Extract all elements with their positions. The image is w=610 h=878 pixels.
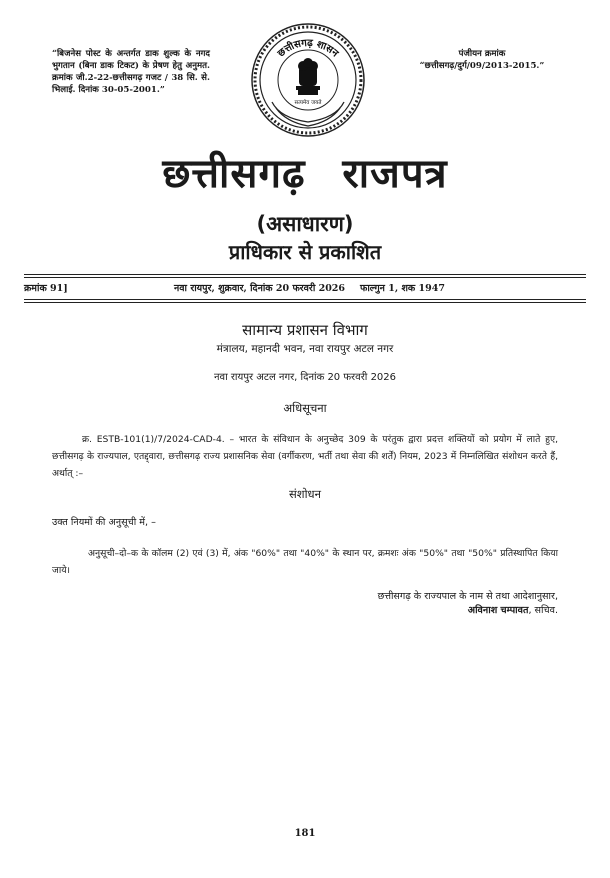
top-divider-inner [24,277,586,278]
amendment-intro: उक्त नियमों की अनुसूची में, – [52,517,156,528]
seal-top-text: छत्तीसगढ़ शासन [275,37,341,60]
bottom-divider-inner [24,302,586,303]
bottom-divider [24,299,586,300]
issue-line [24,280,586,298]
svg-text:छत्तीसगढ़ शासन [275,38,340,60]
top-divider [24,274,586,275]
issue-saka-date: फाल्गुन 1, शक 1947 [360,283,445,294]
registration-label: पंजीयन क्रमांक [458,49,506,59]
signatory [200,603,558,618]
authority-order-line: छत्तीसगढ़ के राज्यपाल के नाम से तथा आदेशानुसार, [377,591,558,602]
seal-motto: सत्यमेव जयते [294,100,322,106]
signer-title: , सचिव. [528,605,558,616]
notification-body: क्र. ESTB-101(1)/7/2024-CAD-4. – भारत के संविधान के अनुच्छेद 309 के परंतुक द्वारा प्रदत्त शक्तियों को प्रयोग में लाते हुए, छत्तीसगढ़ के राज्यपाल, एतद्द्वारा, छत्तीसगढ़ राज्य प्रशासनिक सेवा (वर्गीकरण, भर्ती तथा सेवा की शर्तें) नियम, 2023 में निम्नलिखित संशोधन करते हैं, अर्थात् :– [52,434,558,479]
signer-name: अविनाश चम्पावत [467,605,529,616]
lion-capital-icon [296,58,320,95]
department-name: सामान्य प्रशासन विभाग [242,321,368,339]
notification-date: नवा रायपुर अटल नगर, दिनांक 20 फरवरी 2026 [213,372,397,383]
page-number: 181 [294,828,316,839]
issue-place-date: नवा रायपुर, शुक्रवार, दिनांक 20 फरवरी 2026 [174,283,346,294]
registration-number: “छत्तीसगढ़/दुर्ग/09/2013-2015.” [419,61,545,71]
notification-heading: अधिसूचना [283,401,327,415]
amendment-heading: संशोधन [288,487,322,501]
state-seal-emblem [250,22,366,138]
postal-permit-note: “बिजनेस पोस्ट के अन्तर्गत डाक शुल्क के नगद भुगतान (बिना डाक टिकट) के प्रेषण हेतु अनुमत. क्रमांक जी.2-22-छत्तीसगढ़ गजट / 38 सि. से. भिलाई. दिनांक 30-05-2001.” [52,49,210,95]
gazette-edition: (असाधारण) [256,212,354,236]
issue-number: क्रमांक 91] [24,283,68,294]
gazette-title: छत्तीसगढ़ राजपत्र [162,151,448,197]
gazette-subtitle: प्राधिकार से प्रकाशित [228,240,382,264]
department-address: मंत्रालय, महानदी भवन, नवा रायपुर अटल नगर [216,343,394,355]
registration-block [392,48,572,72]
amendment-body: अनुसूची–दो–क के कॉलम (2) एवं (3) में, अंक "60%" तथा "40%" के स्थान पर, क्रमशः अंक "50%" तथा "50%" प्रतिस्थापित किया जाये। [52,548,558,576]
